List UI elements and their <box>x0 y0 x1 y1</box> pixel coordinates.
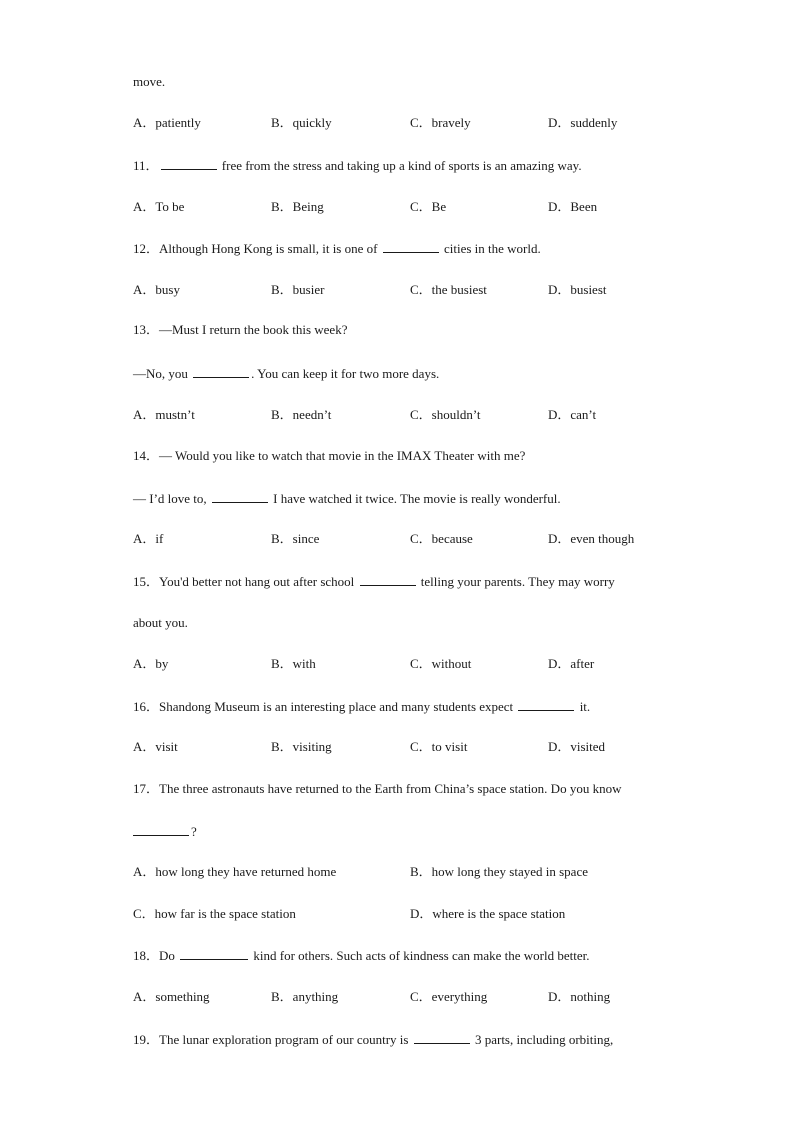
q10-option-b: B．quickly <box>271 115 332 130</box>
q18-option-d: D．nothing <box>548 989 611 1004</box>
q12-option-d: D．busiest <box>548 282 607 297</box>
q11-option-b: B．Being <box>271 199 324 214</box>
q13-option-d: D．can’t <box>548 407 597 422</box>
q16-text-before: 16．Shandong Museum is an interesting place and many students expect <box>133 699 514 714</box>
q19-text-after: 3 parts, including orbiting, <box>474 1032 614 1047</box>
q17-option-d: D．where is the space station <box>410 906 566 921</box>
q13-text-before: —No, you <box>133 366 188 381</box>
q18-stem <box>133 947 590 964</box>
q11-option-a: A．To be <box>133 199 185 214</box>
q17-option-a: A．how long they have returned home <box>133 864 337 879</box>
q18-text-after: kind for others. Such acts of kindness can make the world better. <box>253 948 590 963</box>
q16-option-b: B．visiting <box>271 739 332 754</box>
q10-tail: move. <box>133 74 166 89</box>
q12-text-before: 12．Although Hong Kong is small, it is one of <box>133 241 378 256</box>
q14-line1: 14．— Would you like to watch that movie in the IMAX Theater with me? <box>133 448 526 463</box>
q14-blank <box>212 490 268 503</box>
q11-option-c: C．Be <box>410 199 447 214</box>
q16-option-c: C．to visit <box>410 739 468 754</box>
q13-line1: 13．—Must I return the book this week? <box>133 322 348 337</box>
q15-option-c: C．without <box>410 656 472 671</box>
q16-text-after: it. <box>579 699 591 714</box>
q16-option-d: D．visited <box>548 739 606 754</box>
q12-text-after: cities in the world. <box>443 241 541 256</box>
q13-option-a: A．mustn’t <box>133 407 195 422</box>
q10-option-a: A．patiently <box>133 115 201 130</box>
q18-option-a: A．something <box>133 989 210 1004</box>
q12-option-a: A．busy <box>133 282 180 297</box>
q15-blank <box>360 573 416 586</box>
q11-option-d: D．Been <box>548 199 598 214</box>
q19-stem <box>133 1031 613 1048</box>
q17-option-c: C．how far is the space station <box>133 906 296 921</box>
q11-blank <box>161 157 217 170</box>
q18-option-b: B．anything <box>271 989 339 1004</box>
q14-text-before: — I’d love to, <box>133 491 207 506</box>
q16-option-a: A．visit <box>133 739 178 754</box>
q11-text: free from the stress and taking up a kind of sports is an amazing way. <box>221 158 582 173</box>
q10-option-c: C．bravely <box>410 115 471 130</box>
q15-text-after: telling your parents. They may worry <box>420 574 615 589</box>
q14-option-b: B．since <box>271 531 320 546</box>
q13-text-after: . You can keep it for two more days. <box>251 366 440 381</box>
q18-blank <box>180 947 248 960</box>
q10-option-d: D．suddenly <box>548 115 618 130</box>
q15-option-d: D．after <box>548 656 595 671</box>
q15-line1 <box>133 573 615 590</box>
q15-text-before: 15．You'd better not hang out after school <box>133 574 355 589</box>
q13-blank <box>193 365 249 378</box>
q16-blank <box>518 698 574 711</box>
q15-line2: about you. <box>133 615 188 630</box>
q14-line2 <box>133 490 561 507</box>
q18-option-c: C．everything <box>410 989 488 1004</box>
q14-option-c: C．because <box>410 531 473 546</box>
q13-line2 <box>133 365 439 382</box>
q17-blank <box>133 823 189 836</box>
q12-stem <box>133 240 541 257</box>
q12-option-b: B．busier <box>271 282 325 297</box>
q12-option-c: C．the busiest <box>410 282 487 297</box>
q16-stem <box>133 698 590 715</box>
q18-text-before: 18．Do <box>133 948 175 963</box>
q11-number: 11． <box>133 158 159 173</box>
q11-stem <box>133 157 582 174</box>
q17-line1: 17．The three astronauts have returned to the Earth from China’s space station. Do you know <box>133 781 622 796</box>
q19-text-before: 19．The lunar exploration program of our country is <box>133 1032 409 1047</box>
q14-option-a: A．if <box>133 531 164 546</box>
q13-option-c: C．shouldn’t <box>410 407 481 422</box>
q15-option-a: A．by <box>133 656 169 671</box>
q17-line2 <box>133 823 197 840</box>
q13-option-b: B．needn’t <box>271 407 332 422</box>
q17-option-b: B．how long they stayed in space <box>410 864 588 879</box>
q19-blank <box>414 1031 470 1044</box>
q15-option-b: B．with <box>271 656 316 671</box>
q12-blank <box>383 240 439 253</box>
q14-option-d: D．even though <box>548 531 635 546</box>
q17-text-after: ? <box>191 824 197 839</box>
q14-text-after: I have watched it twice. The movie is really wonderful. <box>273 491 561 506</box>
